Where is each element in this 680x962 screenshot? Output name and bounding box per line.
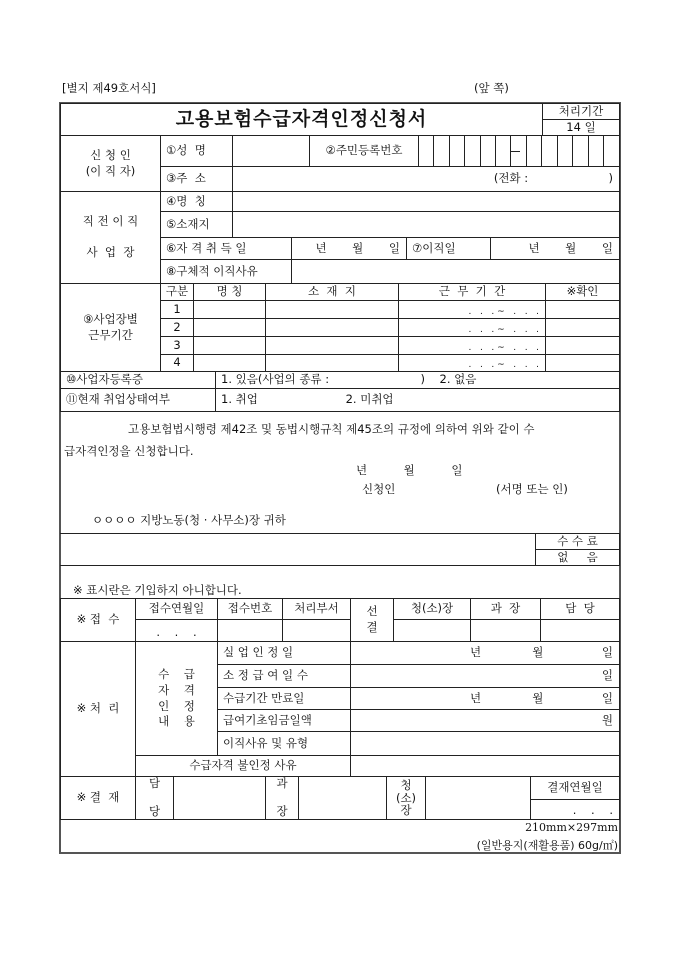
company-name-field[interactable] [232, 191, 620, 212]
fee-value: 없 음 [535, 549, 620, 566]
address-field[interactable] [232, 166, 620, 192]
work-history-cell[interactable] [265, 318, 399, 337]
approval-chief-label: 청 (소) 장 [386, 776, 426, 820]
col-division-header: 구분 [160, 283, 194, 301]
col-confirm-header: ※확인 [545, 283, 620, 301]
statement-line1: 고용보험법시행령 제42조 및 동법시행규칙 제45조의 규정에 의하여 위와 같이 수 [128, 422, 535, 436]
row-number: 2 [160, 318, 194, 337]
col-period-header: 근 무 기 간 [398, 283, 546, 301]
chief-sign [393, 619, 471, 642]
rrn-digit-box[interactable] [541, 135, 558, 167]
name-label: ①성 명 [160, 135, 233, 167]
eligibility-item-value: 년 월 일 [350, 687, 620, 710]
receipt-number-field [217, 619, 283, 642]
rrn-digit-box[interactable] [557, 135, 573, 167]
office-use-note: ※ 표시란은 기입하지 아니합니다. [73, 583, 242, 597]
work-history-cell[interactable] [193, 318, 266, 337]
biz-reg-options[interactable]: 1. 있음(사업의 종류 : ) 2. 없음 [215, 371, 620, 389]
work-history-cell[interactable]: . . . ~ . . . [398, 354, 546, 372]
rrn-dash [511, 151, 520, 152]
applicant-sign-label: 신청인 [362, 482, 396, 496]
denial-reason-label: 수급자격 불인정 사유 [135, 755, 351, 777]
work-history-cell[interactable] [545, 318, 620, 337]
leave-reason-label: ⑧구체적 이직사유 [160, 259, 292, 284]
leave-date-label: ⑦이직일 [406, 237, 491, 260]
eligibility-item-value: 년 월 일 [350, 641, 620, 665]
location-label: ⑤소재지 [160, 211, 233, 238]
approval-staff-label: 담 당 [135, 776, 174, 820]
leave-reason-field[interactable] [291, 259, 620, 284]
work-history-cell[interactable] [265, 300, 399, 319]
employment-options[interactable]: 1. 취업 2. 미취업 [215, 388, 620, 412]
work-history-cell[interactable] [193, 336, 266, 355]
paper-size: 210mm×297mm [525, 821, 618, 834]
rrn-digit-box[interactable] [449, 135, 465, 167]
pre-approval-label: 선 결 [350, 598, 394, 642]
eligibility-item-value: 일 [350, 664, 620, 688]
rrn-label: ②주민등록번호 [309, 135, 419, 167]
eligibility-item-label: 급여기초임금일액 [217, 709, 351, 732]
approval-staff-sign [173, 776, 266, 820]
form-title: 고용보험수급자격인정신청서 [60, 103, 543, 136]
eligibility-item-label: 실 업 인 정 일 [217, 641, 351, 665]
receipt-number-label: 접수번호 [217, 598, 283, 620]
applicant-label: 신 청 인 (이 직 자) [60, 135, 161, 192]
approval-date-field: . . . [530, 799, 620, 820]
rrn-digit-box[interactable] [572, 135, 589, 167]
work-history-cell[interactable] [265, 354, 399, 372]
dept-label: 처리부서 [282, 598, 351, 620]
processing-period-label: 처리기간 [542, 103, 620, 120]
eligibility-item-value: 원 [350, 709, 620, 732]
work-history-label: ⑨사업장별 근무기간 [60, 283, 161, 372]
rrn-digit-box[interactable] [526, 135, 542, 167]
phone-label: (전화 : ) [493, 171, 613, 186]
statement-line2: 급자격인정을 신청합니다. [64, 444, 194, 458]
leave-date-field[interactable]: 년 월 일 [490, 237, 620, 260]
work-history-cell[interactable] [545, 336, 620, 355]
work-history-cell[interactable] [545, 354, 620, 372]
approval-chief-sign [425, 776, 531, 820]
work-history-cell[interactable]: . . . ~ . . . [398, 300, 546, 319]
processing-period-value: 14 일 [542, 119, 620, 136]
rrn-digit-box[interactable] [603, 135, 620, 167]
col-name-header: 명 칭 [193, 283, 266, 301]
eligibility-item-label: 이직사유 및 유형 [217, 731, 351, 756]
employment-label: ⑪현재 취업상태여부 [60, 388, 216, 412]
eligibility-item-label: 소 정 급 여 일 수 [217, 664, 351, 688]
address-label: ③주 소 [160, 166, 233, 192]
receipt-date-label: 접수연월일 [135, 598, 218, 620]
row-number: 4 [160, 354, 194, 372]
dept-field [282, 619, 351, 642]
processing-label: ※ 처 리 [60, 641, 136, 777]
rrn-digit-box[interactable] [464, 135, 481, 167]
eligibility-item-value [350, 731, 620, 756]
page-side: (앞 쪽) [474, 81, 509, 95]
sign-note: (서명 또는 인) [496, 482, 568, 496]
work-history-cell[interactable]: . . . ~ . . . [398, 336, 546, 355]
work-history-cell[interactable] [545, 300, 620, 319]
addressee: ㅇㅇㅇㅇ 지방노동(청 · 사무소)장 귀하 [92, 513, 286, 527]
eligibility-item-label: 수급기간 만료일 [217, 687, 351, 710]
col-location-header: 소 재 지 [265, 283, 399, 301]
receipt-label: ※ 접 수 [60, 598, 136, 642]
form-number: [별지 제49호서식] [62, 81, 156, 95]
staff-label: 담 당 [540, 598, 620, 620]
biz-reg-label: ⑩사업자등록증 [60, 371, 216, 389]
rrn-digit-box[interactable] [480, 135, 496, 167]
approval-manager-label: 과 장 [265, 776, 299, 820]
approval-label: ※ 결 재 [60, 776, 136, 820]
denial-reason-field [350, 755, 620, 777]
fee-label: 수 수 료 [535, 533, 620, 550]
prev-workplace-label: 직 전 이 직 사 업 장 [60, 191, 161, 284]
work-history-cell[interactable]: . . . ~ . . . [398, 318, 546, 337]
rrn-digit-box[interactable] [495, 135, 511, 167]
work-history-cell[interactable] [193, 354, 266, 372]
work-history-cell[interactable] [193, 300, 266, 319]
manager-label: 과 장 [470, 598, 541, 620]
acquired-date-label: ⑥자 격 취 득 일 [160, 237, 292, 260]
work-history-cell[interactable] [265, 336, 399, 355]
approval-date-label: 결재연월일 [530, 776, 620, 800]
rrn-digit-box[interactable] [433, 135, 450, 167]
location-field[interactable] [232, 211, 620, 238]
manager-sign [470, 619, 541, 642]
rrn-digit-box[interactable] [510, 135, 527, 167]
staff-sign [540, 619, 620, 642]
company-name-label: ④명 칭 [160, 191, 233, 212]
chief-label: 청(소)장 [393, 598, 471, 620]
rrn-digit-box[interactable] [588, 135, 604, 167]
receipt-date-field: . . . [135, 619, 218, 642]
rrn-digit-box[interactable] [418, 135, 434, 167]
row-number: 3 [160, 336, 194, 355]
row-number: 1 [160, 300, 194, 319]
eligibility-group-label: 수 급 자 격 인 정 내 용 [135, 641, 218, 756]
approval-manager-sign [298, 776, 387, 820]
acquired-date-field[interactable]: 년 월 일 [291, 237, 407, 260]
paper-type: (일반용지(재활용품) 60g/㎡) [476, 839, 618, 852]
statement-date: 년 월 일 [356, 463, 463, 477]
name-field[interactable] [232, 135, 310, 167]
